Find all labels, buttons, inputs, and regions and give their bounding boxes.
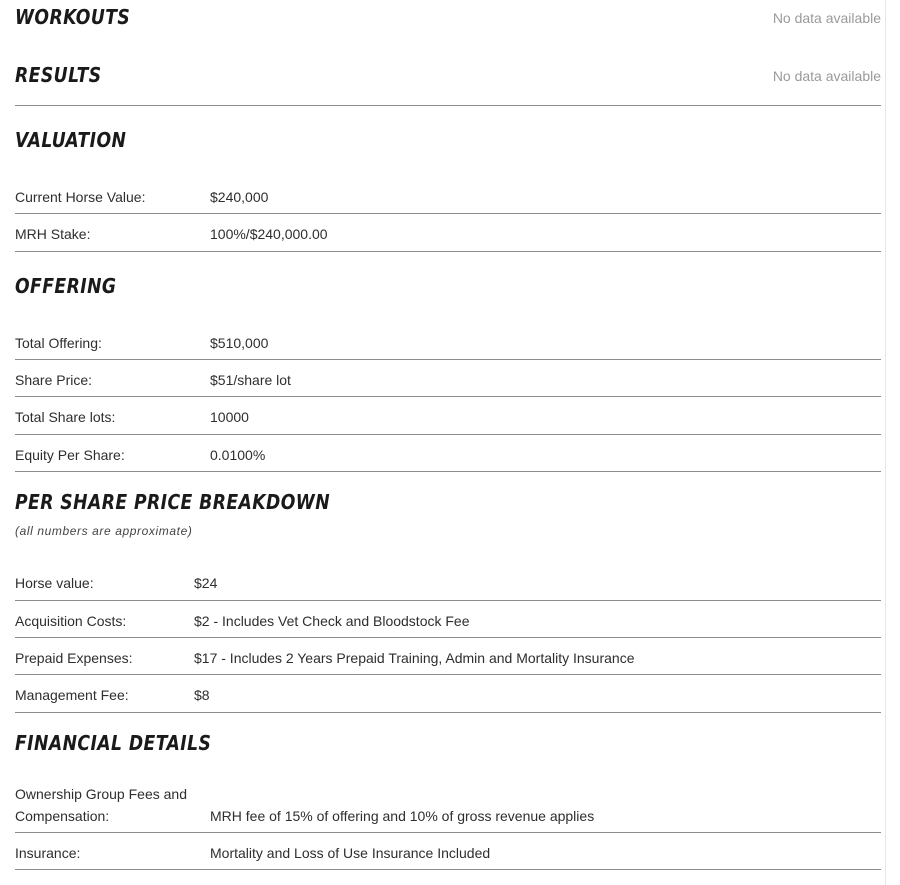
row-label: Ownership Group Fees and [15, 786, 187, 802]
row-label: Management Fee: [15, 687, 129, 703]
divider [15, 359, 881, 360]
divider [15, 396, 881, 397]
row-label: Horse value: [15, 575, 94, 591]
row-label: Total Offering: [15, 335, 102, 351]
workouts-empty-text: No data available [772, 10, 881, 26]
row-value: 100%/$240,000.00 [210, 226, 328, 242]
row-label: Share Price: [15, 372, 93, 388]
row-label: Total Share lots: [15, 409, 116, 425]
row-label: Equity Per Share: [15, 447, 125, 463]
divider [15, 869, 881, 870]
row-value: Mortality and Loss of Use Insurance Included [210, 845, 491, 861]
financial-title: FINANCIAL DETAILS [15, 731, 212, 755]
divider [15, 832, 881, 833]
divider [15, 213, 881, 214]
row-value: $240,000 [210, 189, 269, 205]
row-value: 10000 [210, 409, 249, 425]
row-value: $51/share lot [210, 372, 291, 388]
divider [15, 600, 881, 601]
row-label: Acquisition Costs: [15, 613, 127, 629]
row-value: $17 - Includes 2 Years Prepaid Training, Admin and Mortality Insurance [194, 650, 635, 666]
divider [15, 105, 881, 106]
workouts-title: WORKOUTS [15, 5, 131, 29]
divider [15, 674, 881, 675]
offering-title: OFFERING [15, 274, 117, 298]
row-label: Compensation: [15, 808, 110, 824]
row-value: 0.0100% [210, 447, 266, 463]
row-label: Insurance: [15, 845, 81, 861]
divider [15, 471, 881, 472]
row-value: $24 [194, 575, 218, 591]
results-empty-text: No data available [772, 68, 881, 84]
row-value: MRH fee of 15% of offering and 10% of gross revenue applies [210, 808, 595, 824]
row-value: $8 [194, 687, 210, 703]
breakdown-title: PER SHARE PRICE BREAKDOWN [15, 490, 331, 514]
approximate-note: (all numbers are approximate) [15, 524, 193, 538]
row-value: $2 - Includes Vet Check and Bloodstock Fee [194, 613, 470, 629]
page-scrollbar[interactable] [885, 0, 900, 885]
row-label: MRH Stake: [15, 226, 91, 242]
valuation-title: VALUATION [15, 128, 127, 152]
divider [15, 637, 881, 638]
row-label: Current Horse Value: [15, 189, 146, 205]
divider [15, 251, 881, 252]
divider [15, 712, 881, 713]
row-label: Prepaid Expenses: [15, 650, 133, 666]
row-value: $510,000 [210, 335, 269, 351]
results-title: RESULTS [15, 63, 102, 87]
divider [15, 434, 881, 435]
